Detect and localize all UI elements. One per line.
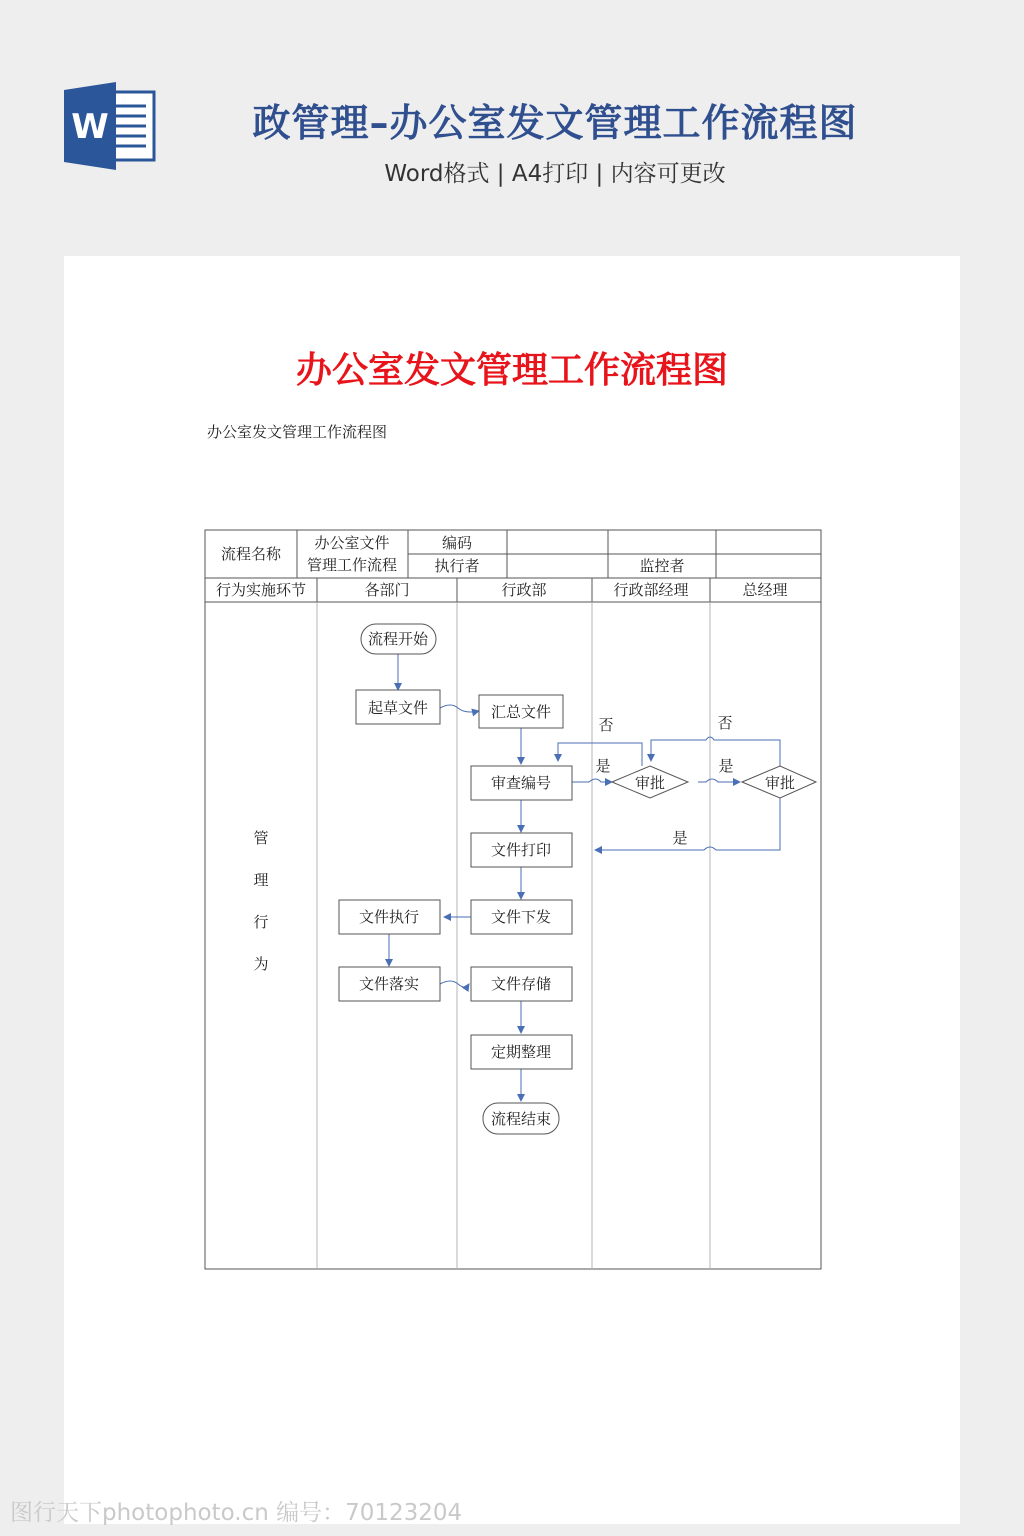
node-start: 流程开始 — [367, 630, 429, 648]
node-organize: 定期整理 — [490, 1043, 552, 1061]
word-icon — [64, 82, 156, 170]
side-label-char: 管 — [253, 829, 269, 847]
code-label: 编码 — [441, 534, 473, 552]
executor-label: 执行者 — [434, 557, 480, 575]
node-collect: 汇总文件 — [490, 703, 552, 721]
node-print: 文件打印 — [490, 841, 552, 859]
monitor-label: 监控者 — [639, 557, 685, 575]
label-yes: 是 — [672, 829, 688, 847]
row-label: 行为实施环节 — [215, 581, 307, 599]
node-approve-manager: 审批 — [634, 774, 666, 792]
lane-admin-manager: 行政部经理 — [613, 581, 689, 599]
label-yes: 是 — [718, 757, 734, 775]
lane-admin: 行政部 — [501, 581, 547, 599]
watermark: 图行天下photophoto.cn 编号：70123204 — [10, 1500, 463, 1526]
node-execute: 文件执行 — [358, 908, 420, 926]
label-no: 否 — [717, 714, 733, 732]
node-approve-gm: 审批 — [764, 774, 796, 792]
lane-departments: 各部门 — [364, 581, 410, 599]
label-no: 否 — [598, 716, 614, 734]
process-name-value-1: 办公室文件 — [314, 534, 390, 552]
page-title: 政管理–办公室发文管理工作流程图 — [252, 101, 858, 145]
page-subtitle: Word格式 | A4打印 | 内容可更改 — [384, 161, 726, 187]
node-store: 文件存储 — [490, 975, 552, 993]
lane-general-manager: 总经理 — [742, 581, 788, 599]
label-yes: 是 — [595, 757, 611, 775]
node-issue: 文件下发 — [490, 908, 552, 926]
process-name-value-2: 管理工作流程 — [306, 556, 398, 574]
process-name-label: 流程名称 — [220, 545, 282, 563]
node-draft: 起草文件 — [367, 699, 429, 717]
side-label-char: 理 — [253, 871, 269, 889]
document-page — [64, 256, 960, 1524]
side-label-char: 行 — [253, 913, 269, 931]
flowchart — [64, 256, 960, 1524]
node-end: 流程结束 — [490, 1110, 552, 1128]
document-title: 办公室发文管理工作流程图 — [295, 349, 728, 391]
side-label-char: 为 — [253, 955, 269, 973]
node-review: 审查编号 — [490, 774, 552, 792]
logo-letter: W — [71, 107, 109, 147]
document-subtitle: 办公室发文管理工作流程图 — [207, 423, 388, 441]
node-implement: 文件落实 — [358, 975, 420, 993]
